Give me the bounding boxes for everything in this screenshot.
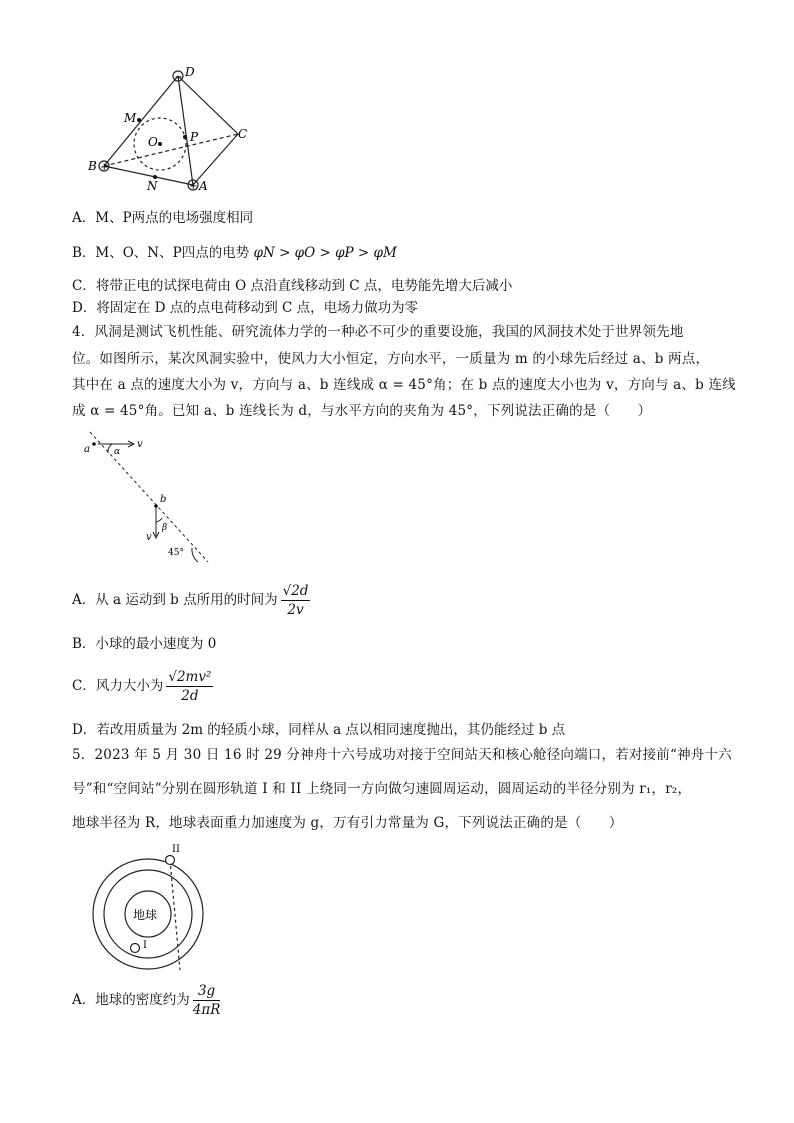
label-a: A (199, 179, 208, 193)
orbit-figure (88, 842, 216, 970)
q4-option-a-text: A．从 a 运动到 b 点所用的时间为 (72, 592, 278, 608)
q5-stem-line-3: 地球半径为 R，地球表面重力加速度为 g，万有引力常量为 G，下列说法正确的是（ ） (72, 815, 623, 831)
q4-option-a-fraction (281, 583, 311, 618)
sign-pos-b: + (100, 162, 109, 173)
q4-option-d: D．若改用质量为 2m 的轻质小球，同样从 a 点以相同速度抛出，其仍能经过 b 点 (72, 722, 566, 738)
q4-option-c (72, 666, 213, 706)
q4-option-c-fraction (166, 669, 213, 704)
sign-neg-d: − (174, 72, 183, 83)
q5-option-a-text: A．地球的密度约为 (72, 992, 190, 1008)
q3-option-a: A．M、P两点的电场强度相同 (72, 210, 254, 226)
tetrahedron-figure (88, 64, 268, 198)
wind-label-v-top: v (137, 439, 143, 450)
wind-tunnel-figure (80, 430, 220, 566)
q4-stem-line-4: 成 α = 45°角。已知 a、b 连线长为 d，与水平方向的夹角为 45°，下列说法正确的是（ ） (72, 403, 652, 419)
q5-option-a-fraction (193, 983, 221, 1018)
wind-label-v-bottom: v (146, 532, 152, 543)
q5-option-a-numerator: 3g (193, 983, 221, 1001)
label-p: P (190, 130, 199, 144)
q4-option-c-numerator: √2mv² (168, 669, 212, 685)
q5-option-a-denominator: 4πR (192, 1002, 221, 1018)
q5-option-a (72, 980, 220, 1020)
label-d: D (185, 65, 195, 79)
label-n: N (147, 179, 158, 193)
label-o: O (148, 135, 158, 149)
q5-stem-line-1: 5．2023 年 5 月 30 日 16 时 29 分神舟十六号成功对接于空间站天和核心舱径向端口，若对接前“神舟十六 (72, 747, 732, 763)
q3-option-b-expr: φN > φO > φP > φM (253, 245, 397, 261)
q4-option-c-text: C．风力大小为 (72, 678, 164, 694)
wind-label-beta: β (162, 523, 168, 533)
q3-option-c: C．将带正电的试探电荷由 O 点沿直线移动到 C 点，电势能先增大后减小 (72, 278, 513, 294)
q3-option-b-text: B．M、O、N、P四点的电势 (72, 245, 250, 261)
q3-option-d: D．将固定在 D 点的点电荷移动到 C 点，电场力做功为零 (72, 300, 419, 316)
orbit-label-2: II (172, 844, 180, 855)
q4-option-a-denominator: 2v (287, 602, 304, 618)
q4-option-c-denominator: 2d (181, 688, 199, 704)
sign-pos-a: + (189, 181, 198, 192)
label-c: C (238, 127, 248, 141)
q4-option-a-numerator: √2d (282, 583, 309, 599)
wind-label-alpha: α (114, 447, 121, 457)
orbit-label-1: I (143, 940, 147, 951)
q4-stem-line-1: 4．风洞是测试飞机性能、研究流体力学的一种必不可少的重要设施，我国的风洞技术处于世界领先地 (72, 324, 684, 340)
q5-stem-line-2: 号”和“空间站”分别在圆形轨道 I 和 II 上绕同一方向做匀速圆周运动，圆周运动的半径分别为 r₁，r₂， (72, 781, 692, 797)
label-b: B (88, 159, 97, 173)
q4-option-a (72, 580, 310, 620)
orbit-earth-label: 地球 (133, 908, 158, 922)
q4-stem-line-3: 其中在 a 点的速度大小为 v，方向与 a、b 连线成 α = 45°角；在 b 点的速度大小也为 v，方向与 a、b 连线 (72, 377, 736, 393)
q4-option-b: B．小球的最小速度为 0 (72, 636, 217, 652)
wind-label-angle: 45° (168, 548, 184, 558)
q3-option-b (72, 243, 397, 263)
wind-label-b: b (160, 494, 167, 505)
q4-stem-line-2: 位。如图所示，某次风洞实验中，使风力大小恒定，方向水平，一质量为 m 的小球先后经过 a、b 两点， (72, 351, 710, 367)
label-m: M (124, 111, 137, 125)
wind-label-a: a (84, 444, 90, 455)
